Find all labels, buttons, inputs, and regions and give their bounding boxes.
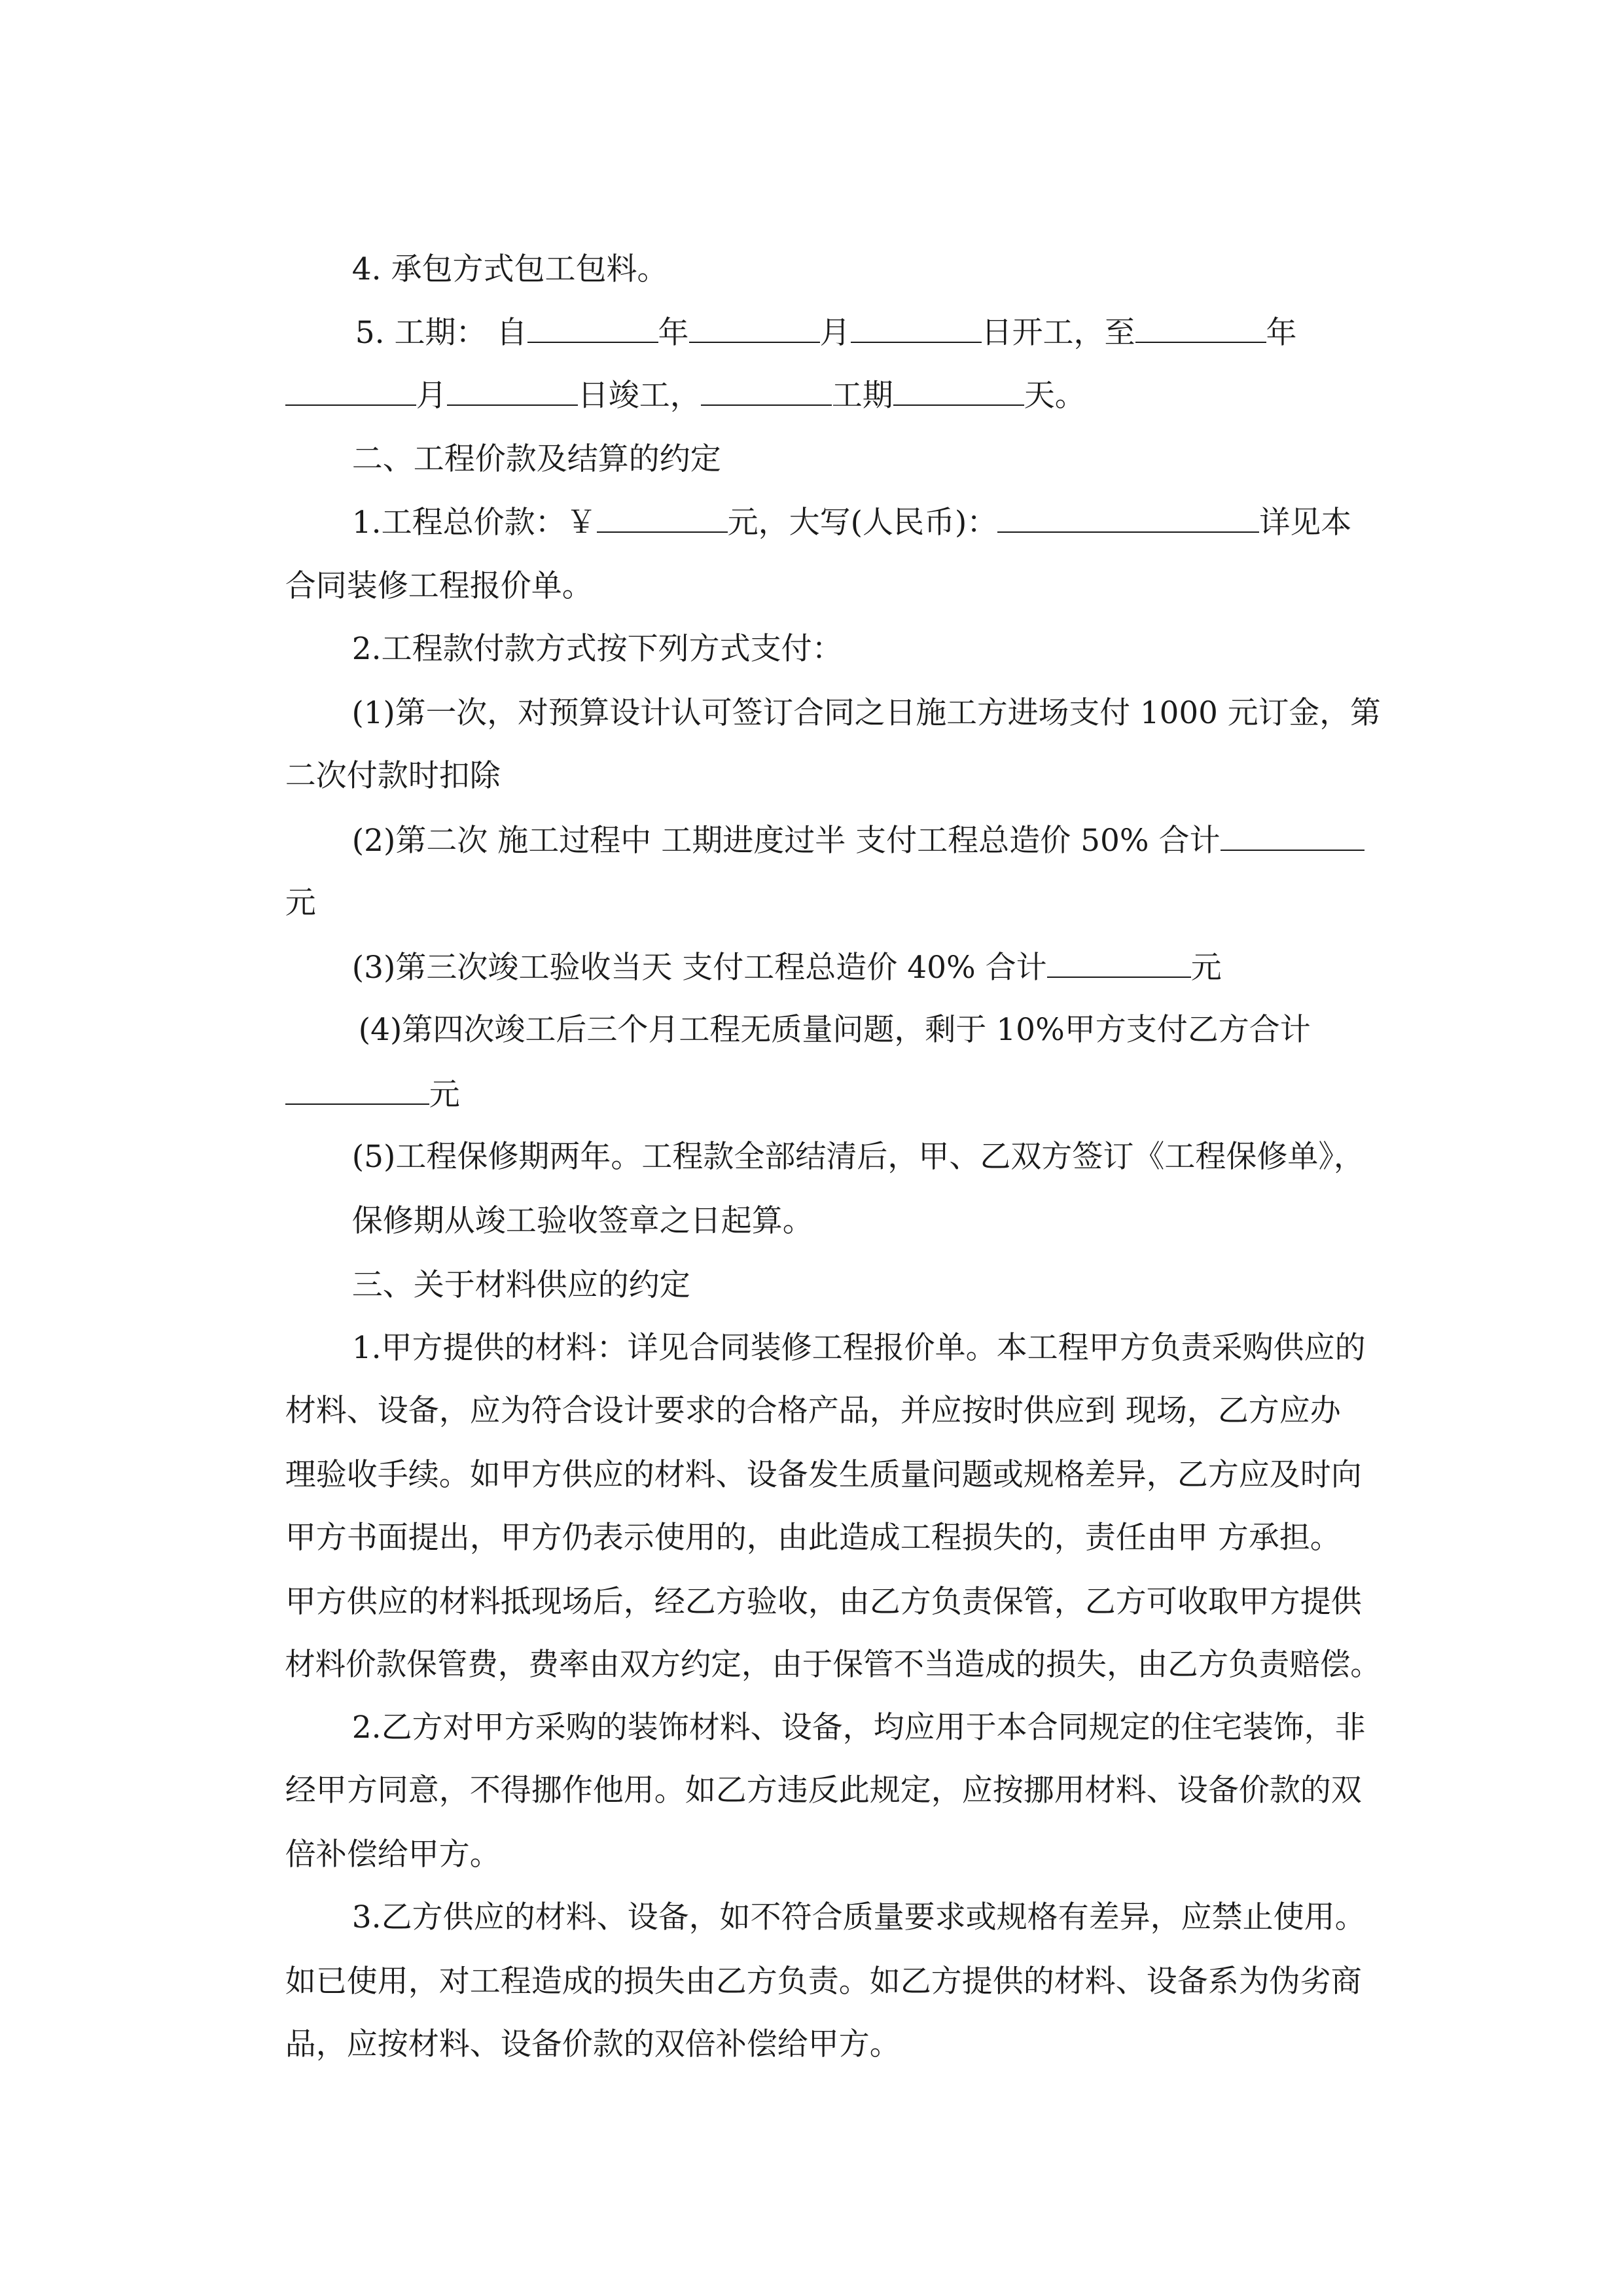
text: (5)工程保修期两年。工程款全部结清后，甲、乙双方签订《工程保修单》， [351, 1139, 1364, 1175]
material-3-line-3 [246, 1986, 901, 2062]
text: 理验收手续。如甲方供应的材料、设备发生质量问题或规格差异，乙方应及时向 [285, 1457, 1362, 1493]
text: (3)第三次竣工验收当天 支付工程总造价 40% 合计 [351, 950, 1047, 986]
text: 天。 [1024, 378, 1086, 414]
warranty-line-1 [313, 1098, 1364, 1175]
payment-3-line [313, 908, 1222, 986]
text: 2.乙方对甲方采购的装饰材料、设备，均应用于本合同规定的住宅装饰，非 [351, 1710, 1366, 1746]
text: (4)第四次竣工后三个月工程无质量问题，剩于 10%甲方支付乙方合计 [358, 1012, 1311, 1048]
material-2-line-2 [246, 1732, 1362, 1808]
material-1-line-3 [246, 1416, 1362, 1493]
text: 3.乙方供应的材料、设备，如不符合质量要求或规格有差异，应禁止使用。 [351, 1899, 1366, 1935]
text: 月 [416, 378, 447, 414]
text: 元 [285, 885, 316, 921]
payment-4-line-2 [246, 1035, 460, 1113]
text: 元，大写(人民币)： [727, 505, 998, 541]
material-3-line-1 [313, 1859, 1366, 1935]
warranty-line-2 [313, 1162, 813, 1239]
text: 1.工程总价款：￥ [351, 505, 597, 541]
fill-blank[interactable] [893, 376, 1024, 406]
fill-blank[interactable] [1221, 821, 1364, 851]
text: 材料、设备，应为符合设计要求的合格产品，并应按时供应到 现场，乙方应办 [285, 1393, 1341, 1429]
text: (2)第二次 施工过程中 工期进度过半 支付工程总造价 50% 合计 [351, 823, 1221, 859]
payment-1-line-2 [246, 717, 501, 794]
payment-heading [313, 590, 843, 667]
clause-5-line-2 [246, 336, 1086, 414]
price-line-2 [246, 528, 593, 604]
text: (1)第一次，对预算设计认可签订合同之日施工方进场支付 1000 元订金，第 [351, 695, 1381, 731]
text: 详见本 [1259, 505, 1352, 541]
text: 年 [1266, 315, 1297, 351]
text: 工期 [831, 378, 893, 414]
text: 元 [429, 1077, 460, 1113]
text: 材料价款保管费，费率由双方约定，由于保管不当造成的损失，由乙方负责赔偿。 [285, 1647, 1381, 1683]
text: 品，应按材料、设备价款的双倍补偿给甲方。 [285, 2026, 901, 2062]
payment-4-line-1 [319, 971, 1311, 1048]
text: 1.甲方提供的材料：详见合同装修工程报价单。本工程甲方负责采购供应的 [351, 1330, 1366, 1366]
text: 三、关于材料供应的约定 [351, 1267, 690, 1303]
text: 二、工程价款及结算的约定 [351, 441, 721, 477]
text: 如已使用，对工程造成的损失由乙方负责。如乙方提供的材料、设备系为伪劣商 [285, 1964, 1362, 2000]
section-2-heading [313, 401, 721, 477]
text: 日开工，至 [981, 315, 1135, 351]
section-3-heading [313, 1227, 690, 1303]
text: 月 [819, 315, 851, 351]
material-2-line-3 [246, 1796, 501, 1873]
text: 倍补偿给甲方。 [285, 1837, 501, 1873]
text: 5. 工期： 自 [355, 315, 527, 351]
payment-2-line-2 [246, 844, 316, 921]
payment-1-line-1 [313, 655, 1381, 731]
text: 保修期从竣工验收签章之日起算。 [351, 1203, 813, 1239]
clause-5-line-1 [316, 274, 1297, 351]
text: 甲方供应的材料抵现场后，经乙方验收，由乙方负责保管，乙方可收取甲方提供 [285, 1584, 1362, 1620]
clause-4-line [313, 211, 668, 287]
material-1-line-4 [246, 1479, 1341, 1556]
fill-blank[interactable] [997, 503, 1259, 533]
text: 二次付款时扣除 [285, 758, 501, 794]
price-line-1 [313, 463, 1352, 541]
text: 元 [1190, 950, 1222, 986]
payment-2-line-1 [313, 781, 1364, 859]
material-1-line-1 [313, 1289, 1366, 1366]
text: 4. 承包方式包工包料。 [351, 251, 668, 287]
text: 年 [658, 315, 689, 351]
fill-blank[interactable] [1135, 313, 1266, 343]
text: 2.工程款付款方式按下列方式支付： [351, 631, 843, 667]
material-1-line-2 [246, 1352, 1341, 1429]
material-3-line-2 [246, 1923, 1362, 2000]
material-1-line-6 [246, 1606, 1381, 1683]
material-2-line-1 [313, 1669, 1366, 1746]
material-1-line-5 [246, 1543, 1362, 1620]
text: 经甲方同意，不得挪作他用。如乙方违反此规定，应按挪用材料、设备价款的双 [285, 1772, 1362, 1808]
text: 日竣工， [577, 378, 701, 414]
fill-blank[interactable] [597, 503, 728, 533]
text: 合同装修工程报价单。 [285, 568, 593, 604]
text: 甲方书面提出，甲方仍表示使用的，由此造成工程损失的，责任由甲 方承担。 [285, 1520, 1341, 1556]
